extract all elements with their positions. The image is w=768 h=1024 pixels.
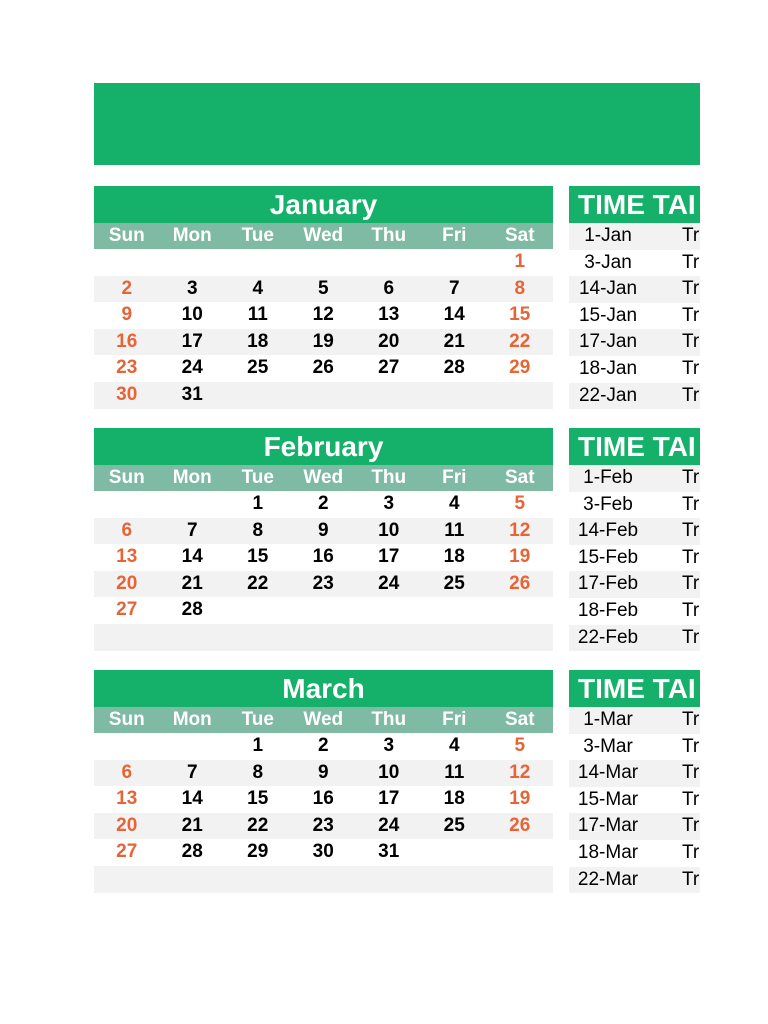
- timetable-row: [569, 383, 700, 410]
- day-cell: 22: [247, 572, 269, 594]
- timetable-date: 1-Mar: [583, 709, 633, 730]
- day-cell: 28: [181, 599, 203, 621]
- day-cell: 22: [247, 814, 269, 836]
- day-cell: 16: [312, 546, 334, 568]
- week-row: [94, 813, 553, 840]
- timetable-row: [569, 545, 700, 572]
- day-cell: [422, 597, 488, 624]
- day-cell: 14: [443, 304, 465, 326]
- week-row: [94, 276, 553, 303]
- week-row: [94, 518, 553, 545]
- day-cell: 24: [378, 814, 400, 836]
- timetable-date: 3-Jan: [584, 251, 632, 273]
- weekday-label: Fri: [442, 225, 467, 246]
- month-title: February: [94, 428, 553, 465]
- timetable-desc: Tr: [682, 841, 700, 863]
- timetable-row: [569, 276, 700, 303]
- month-calendar-february: [94, 428, 553, 651]
- day-cell: 15: [509, 304, 531, 326]
- timetable-desc: Tr: [682, 278, 700, 300]
- timetable-desc: Tr: [682, 467, 700, 488]
- day-cell: [487, 624, 553, 651]
- day-cell: 1: [514, 251, 526, 272]
- timetable-date: 14-Mar: [577, 762, 639, 784]
- timetable-desc: Tr: [682, 573, 700, 595]
- timetable-desc: Tr: [682, 762, 700, 784]
- weekday-label: Tue: [241, 225, 274, 246]
- timetable-row: [569, 250, 700, 277]
- day-cell: 27: [116, 841, 138, 863]
- day-cell: 22: [509, 330, 531, 352]
- timetable-row: [569, 840, 700, 867]
- timetable-desc: Tr: [682, 626, 700, 648]
- day-cell: 21: [181, 814, 203, 836]
- weekday-label: Thu: [371, 709, 407, 730]
- weekday-label: Fri: [442, 467, 467, 488]
- day-cell: [487, 866, 553, 893]
- week-row: [94, 249, 553, 276]
- timetable-row: [569, 518, 700, 545]
- day-cell: [422, 839, 488, 866]
- weekday-label: Wed: [303, 225, 344, 246]
- day-cell: [160, 624, 226, 651]
- day-cell: 21: [443, 330, 465, 352]
- timetable-date: 22-Jan: [578, 384, 638, 406]
- day-cell: 15: [247, 546, 269, 568]
- day-cell: 29: [509, 357, 531, 379]
- timetable-row: [569, 598, 700, 625]
- month-calendar-january: [94, 186, 553, 409]
- day-cell: 3: [383, 735, 395, 756]
- day-cell: [94, 733, 160, 760]
- timetable-desc: Tr: [682, 520, 700, 542]
- day-cell: 11: [247, 304, 268, 326]
- day-cell: 2: [317, 735, 329, 756]
- day-cell: 13: [116, 546, 138, 568]
- day-cell: [487, 597, 553, 624]
- week-row: [94, 355, 553, 382]
- weekday-label: Sat: [504, 225, 535, 246]
- timetable-desc: Tr: [682, 331, 700, 353]
- day-cell: [356, 597, 422, 624]
- day-cell: 21: [181, 572, 203, 594]
- week-row: [94, 624, 553, 651]
- day-cell: 4: [448, 735, 460, 756]
- day-cell: 11: [444, 519, 465, 541]
- timetable-january: [569, 186, 700, 409]
- timetable-desc: Tr: [682, 546, 700, 568]
- day-cell: [160, 733, 226, 760]
- day-cell: 15: [247, 788, 269, 810]
- day-cell: 17: [378, 546, 400, 568]
- day-cell: 25: [443, 814, 465, 836]
- day-cell: [160, 866, 226, 893]
- weekday-label: Sun: [108, 709, 145, 730]
- weekday-header-row: [94, 465, 553, 491]
- day-cell: 5: [317, 277, 329, 299]
- timetable-desc: Tr: [682, 868, 700, 890]
- day-cell: [422, 866, 488, 893]
- timetable-desc: Tr: [682, 493, 700, 515]
- timetable-date: 14-Feb: [577, 520, 639, 542]
- day-cell: 12: [509, 761, 531, 783]
- day-cell: 6: [383, 277, 395, 299]
- timetable-date: 18-Jan: [578, 357, 638, 379]
- timetable-date: 1-Jan: [584, 225, 632, 246]
- day-cell: [356, 382, 422, 409]
- timetable-date: 3-Feb: [583, 493, 633, 515]
- day-cell: 6: [121, 519, 133, 541]
- timetable-desc: Tr: [682, 384, 700, 406]
- day-cell: [160, 491, 226, 518]
- day-cell: 27: [116, 599, 138, 621]
- timetable-title: TIME TAI: [569, 186, 700, 223]
- day-cell: 1: [252, 735, 264, 756]
- timetable-date: 18-Mar: [577, 841, 639, 863]
- weekday-label: Mon: [172, 225, 212, 246]
- timetable-desc: Tr: [682, 709, 700, 730]
- day-cell: 1: [252, 493, 264, 514]
- day-cell: 16: [312, 788, 334, 810]
- day-cell: 13: [116, 788, 138, 810]
- timetable-row: [569, 223, 700, 250]
- timetable-row: [569, 867, 700, 894]
- day-cell: 31: [181, 383, 203, 405]
- day-cell: 26: [509, 572, 531, 594]
- timetable-row: [569, 492, 700, 519]
- week-row: [94, 839, 553, 866]
- day-cell: 30: [116, 383, 138, 405]
- day-cell: 27: [378, 357, 400, 379]
- timetable-date: 22-Feb: [577, 626, 639, 648]
- week-row: [94, 597, 553, 624]
- day-cell: [356, 624, 422, 651]
- timetable-title: TIME TAI: [569, 670, 700, 707]
- weekday-label: Fri: [442, 709, 467, 730]
- weekday-label: Thu: [371, 467, 407, 488]
- timetable-desc: Tr: [682, 251, 700, 273]
- day-cell: 20: [116, 814, 138, 836]
- day-cell: [94, 249, 160, 276]
- week-row: [94, 329, 553, 356]
- day-cell: 4: [448, 493, 460, 514]
- day-cell: 18: [247, 330, 269, 352]
- day-cell: 7: [186, 519, 198, 541]
- weekday-label: Sat: [504, 709, 535, 730]
- timetable-row: [569, 465, 700, 492]
- day-cell: 10: [378, 761, 400, 783]
- weekday-label: Sun: [108, 225, 145, 246]
- weekday-label: Wed: [303, 467, 344, 488]
- timetable-row: [569, 625, 700, 652]
- day-cell: 30: [312, 841, 334, 863]
- timetable-row: [569, 707, 700, 734]
- timetable-title: TIME TAI: [569, 428, 700, 465]
- day-cell: 13: [378, 304, 400, 326]
- day-cell: [291, 382, 357, 409]
- timetable-date: 3-Mar: [583, 735, 633, 757]
- day-cell: [94, 624, 160, 651]
- timetable-row: [569, 303, 700, 330]
- day-cell: [356, 866, 422, 893]
- day-cell: 9: [317, 519, 329, 541]
- day-cell: 23: [312, 814, 334, 836]
- month-calendar-march: [94, 670, 553, 893]
- day-cell: 29: [247, 841, 269, 863]
- day-cell: 23: [116, 357, 138, 379]
- month-title: March: [94, 670, 553, 707]
- day-cell: 25: [247, 357, 269, 379]
- day-cell: 18: [443, 788, 465, 810]
- day-cell: 25: [443, 572, 465, 594]
- timetable-date: 15-Jan: [578, 304, 638, 326]
- timetable-row: [569, 813, 700, 840]
- week-row: [94, 571, 553, 598]
- timetable-desc: Tr: [682, 599, 700, 621]
- day-cell: 5: [514, 735, 526, 756]
- day-cell: 17: [378, 788, 400, 810]
- day-cell: 24: [378, 572, 400, 594]
- day-cell: [225, 249, 291, 276]
- day-cell: 17: [181, 330, 203, 352]
- day-cell: [422, 624, 488, 651]
- day-cell: 2: [121, 277, 133, 299]
- day-cell: 20: [378, 330, 400, 352]
- day-cell: 23: [312, 572, 334, 594]
- day-cell: 3: [383, 493, 395, 514]
- day-cell: 5: [514, 493, 526, 514]
- day-cell: 19: [509, 788, 531, 810]
- week-row: [94, 733, 553, 760]
- timetable-row: [569, 571, 700, 598]
- day-cell: 20: [116, 572, 138, 594]
- day-cell: [422, 382, 488, 409]
- day-cell: [291, 866, 357, 893]
- timetable-desc: Tr: [682, 815, 700, 837]
- day-cell: 9: [317, 761, 329, 783]
- day-cell: [291, 624, 357, 651]
- weekday-header-row: [94, 707, 553, 733]
- day-cell: [291, 597, 357, 624]
- day-cell: 16: [116, 330, 138, 352]
- day-cell: 12: [509, 519, 531, 541]
- day-cell: 14: [181, 788, 203, 810]
- day-cell: [487, 839, 553, 866]
- day-cell: [160, 249, 226, 276]
- day-cell: [225, 624, 291, 651]
- week-row: [94, 491, 553, 518]
- weekday-label: Mon: [172, 709, 212, 730]
- week-row: [94, 866, 553, 893]
- week-row: [94, 786, 553, 813]
- timetable-desc: Tr: [682, 304, 700, 326]
- day-cell: 31: [378, 841, 400, 863]
- day-cell: [94, 491, 160, 518]
- timetable-desc: Tr: [682, 225, 700, 246]
- timetable-date: 17-Feb: [577, 573, 639, 595]
- day-cell: [291, 249, 357, 276]
- day-cell: 8: [252, 519, 264, 541]
- timetable-desc: Tr: [682, 735, 700, 757]
- timetable-row: [569, 356, 700, 383]
- day-cell: 2: [317, 493, 329, 514]
- day-cell: [225, 866, 291, 893]
- timetable-row: [569, 734, 700, 761]
- day-cell: 6: [121, 761, 133, 783]
- timetable-date: 17-Mar: [577, 815, 639, 837]
- timetable-date: 15-Mar: [577, 788, 639, 810]
- day-cell: 10: [378, 519, 400, 541]
- weekday-label: Tue: [241, 467, 274, 488]
- day-cell: 28: [181, 841, 203, 863]
- day-cell: 3: [186, 277, 198, 299]
- day-cell: 24: [181, 357, 203, 379]
- weekday-label: Tue: [241, 709, 274, 730]
- day-cell: [356, 249, 422, 276]
- day-cell: 10: [181, 304, 203, 326]
- day-cell: [225, 382, 291, 409]
- day-cell: 8: [252, 761, 264, 783]
- timetable-row: [569, 760, 700, 787]
- week-row: [94, 760, 553, 787]
- day-cell: 9: [121, 304, 133, 326]
- weekday-label: Sat: [504, 467, 535, 488]
- month-title: January: [94, 186, 553, 223]
- week-row: [94, 544, 553, 571]
- day-cell: 26: [312, 357, 334, 379]
- timetable-row: [569, 329, 700, 356]
- day-cell: 18: [443, 546, 465, 568]
- timetable-date: 14-Jan: [578, 278, 638, 300]
- weekday-label: Sun: [108, 467, 145, 488]
- day-cell: [422, 249, 488, 276]
- day-cell: 14: [181, 546, 203, 568]
- timetable-date: 18-Feb: [577, 599, 639, 621]
- day-cell: 7: [448, 277, 460, 299]
- timetable-row: [569, 787, 700, 814]
- day-cell: 12: [312, 304, 334, 326]
- day-cell: 19: [509, 546, 531, 568]
- weekday-label: Thu: [371, 225, 407, 246]
- day-cell: 11: [444, 761, 465, 783]
- week-row: [94, 382, 553, 409]
- timetable-date: 1-Feb: [583, 467, 633, 488]
- timetable-february: [569, 428, 700, 651]
- weekday-label: Wed: [303, 709, 344, 730]
- day-cell: 26: [509, 814, 531, 836]
- timetable-march: [569, 670, 700, 893]
- day-cell: [225, 597, 291, 624]
- week-row: [94, 302, 553, 329]
- day-cell: 28: [443, 357, 465, 379]
- timetable-date: 22-Mar: [577, 868, 639, 890]
- day-cell: [487, 382, 553, 409]
- day-cell: 7: [186, 761, 198, 783]
- weekday-label: Mon: [172, 467, 212, 488]
- day-cell: 4: [252, 277, 264, 299]
- timetable-date: 17-Jan: [578, 331, 638, 353]
- title-bar: [94, 83, 700, 165]
- weekday-header-row: [94, 223, 553, 249]
- day-cell: [94, 866, 160, 893]
- timetable-date: 15-Feb: [577, 546, 639, 568]
- timetable-desc: Tr: [682, 788, 700, 810]
- day-cell: 8: [514, 277, 526, 299]
- timetable-desc: Tr: [682, 357, 700, 379]
- day-cell: 19: [312, 330, 334, 352]
